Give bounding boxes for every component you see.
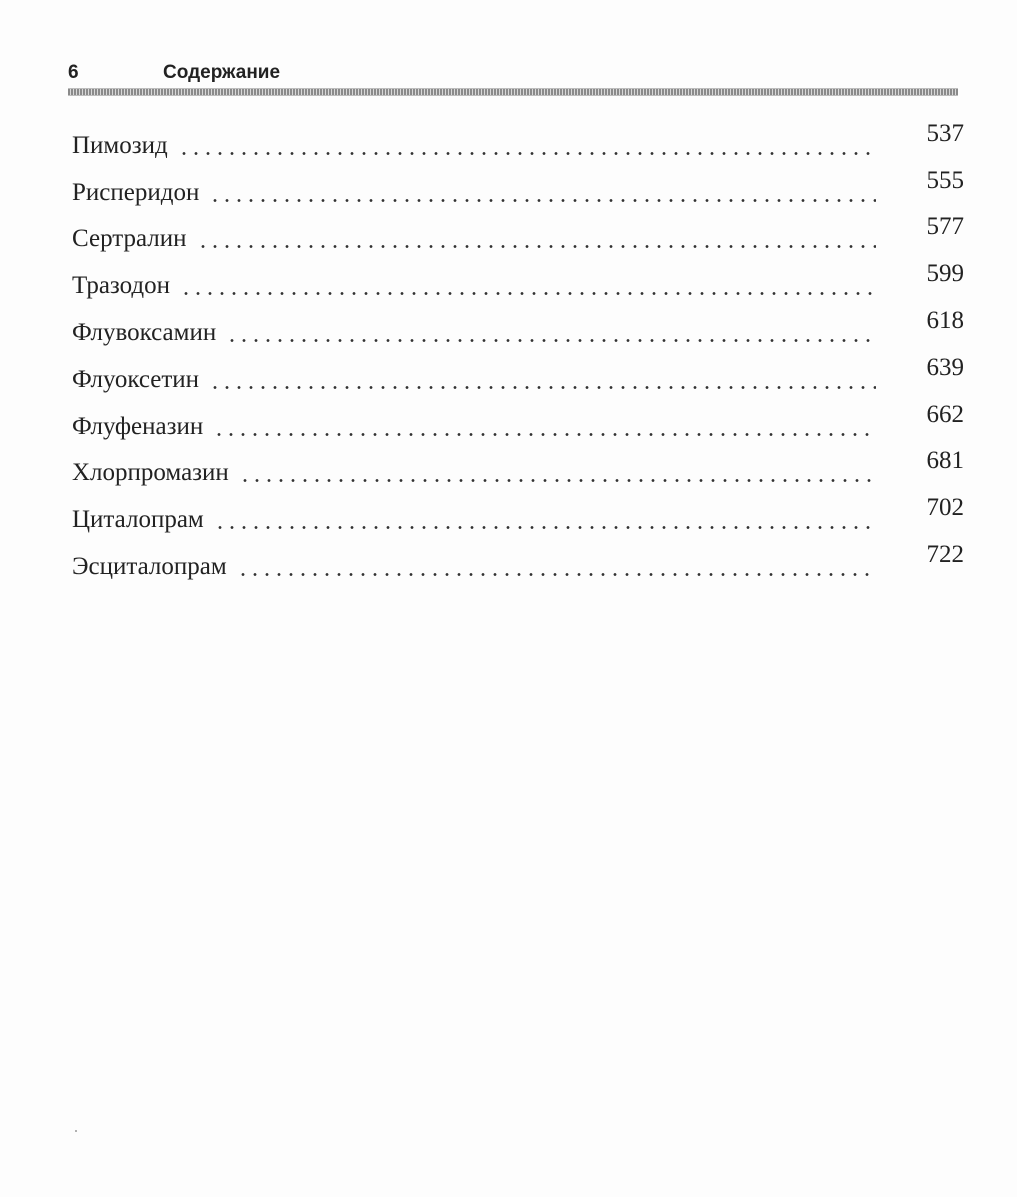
toc-entry-page: 577 <box>926 213 964 241</box>
dot-leader <box>209 176 884 210</box>
table-of-contents <box>72 116 964 584</box>
toc-entry-page: 639 <box>926 353 964 381</box>
toc-entry-title: Флувоксамин <box>72 318 217 346</box>
toc-entry <box>72 303 964 350</box>
dot-leader <box>197 222 884 256</box>
toc-entry <box>72 116 964 163</box>
toc-entry-title: Эсциталопрам <box>72 552 227 580</box>
toc-entry-page: 722 <box>926 540 964 568</box>
toc-entry-title: Хлорпромазин <box>72 459 229 487</box>
toc-entry-title: Пимозид <box>72 131 168 159</box>
toc-entry <box>72 397 964 444</box>
toc-entry-page: 537 <box>926 119 964 147</box>
dot-leader <box>209 363 884 397</box>
toc-entry <box>72 163 964 210</box>
dot-leader <box>213 410 884 444</box>
dot-leader <box>239 456 884 490</box>
toc-entry-title: Флуфеназин <box>72 412 204 440</box>
dot-leader <box>180 269 884 303</box>
toc-entry <box>72 537 964 584</box>
running-header <box>68 58 958 90</box>
toc-entry-page: 555 <box>926 166 964 194</box>
toc-entry-page: 662 <box>926 400 964 428</box>
dot-leader <box>214 503 884 537</box>
toc-entry-title: Циталопрам <box>72 506 204 534</box>
scan-speck <box>75 1130 77 1132</box>
toc-entry-title: Флуоксетин <box>72 365 200 393</box>
page-number: 6 <box>68 62 79 83</box>
dot-leader <box>237 550 884 584</box>
toc-entry-title: Рисперидон <box>72 178 200 206</box>
toc-entry-page: 681 <box>926 447 964 475</box>
dot-leader <box>226 316 884 350</box>
toc-entry <box>72 444 964 491</box>
toc-entry-title: Сертралин <box>72 225 187 253</box>
toc-entry <box>72 490 964 537</box>
toc-entry-page: 702 <box>926 494 964 522</box>
toc-entry <box>72 350 964 397</box>
toc-entry-page: 599 <box>926 260 964 288</box>
toc-entry-page: 618 <box>926 306 964 334</box>
toc-entry-title: Тразодон <box>72 272 171 300</box>
header-rule <box>68 88 958 96</box>
section-title: Содержание <box>163 62 281 83</box>
toc-entry <box>72 256 964 303</box>
dot-leader <box>178 129 884 163</box>
toc-entry <box>72 210 964 257</box>
